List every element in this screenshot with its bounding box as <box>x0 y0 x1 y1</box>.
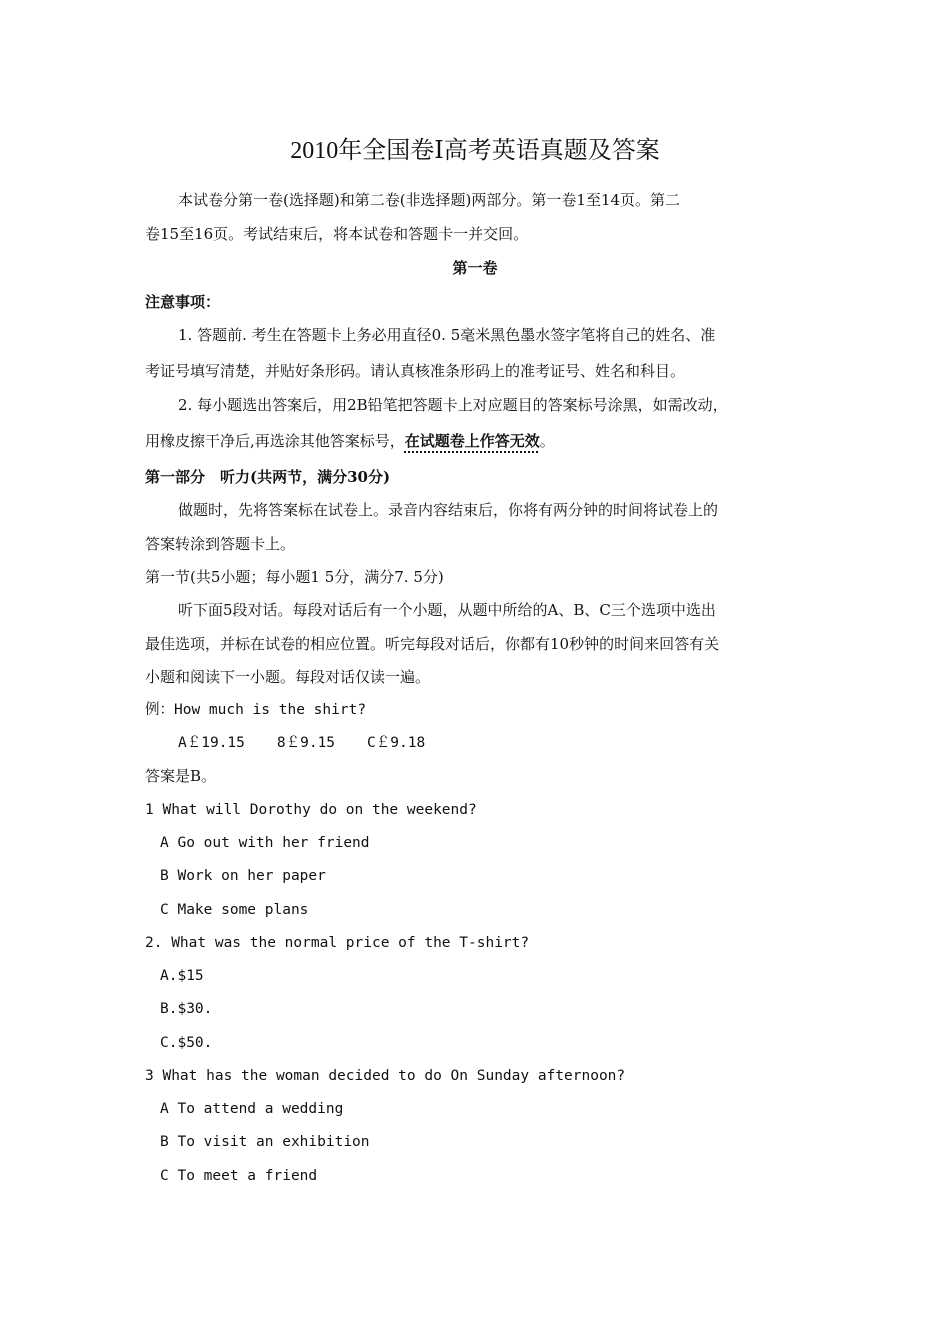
example-answer: 答案是B。 <box>145 767 217 785</box>
example-option: 8￡9.15 <box>276 735 336 751</box>
question-2-option-b: B.$30. <box>160 1001 213 1017</box>
page-title: 2010年全国卷Ⅰ高考英语真题及答案 <box>290 138 660 164</box>
part-1-heading: 第一部分 听力(共两节，满分30分) <box>145 468 391 486</box>
example-option: C￡9.18 <box>367 735 426 751</box>
note-2-prefix: 用橡皮擦干净后,再选涂其他答案标号， <box>145 432 405 450</box>
question-1: 1 What will Dorothy do on the weekend? <box>145 802 477 818</box>
note-2-suffix: 。 <box>539 432 555 450</box>
example-question: 例：How much is the shirt? <box>145 702 367 718</box>
intro-line-1: 本试卷分第一卷(选择题)和第二卷(非选择题)两部分。第一卷1至14页。第二 <box>178 191 681 209</box>
section-1-heading: 第一节(共5小题；每小题1 5分，满分7. 5分) <box>145 568 444 586</box>
question-3-option-a: A To attend a wedding <box>160 1101 344 1117</box>
question-3-option-b: B To visit an exhibition <box>160 1134 370 1150</box>
note-2-emphasis: 在试题卷上作答无效 <box>404 432 540 450</box>
note-1-line-2: 考证号填写清楚，并贴好条形码。请认真核准条形码上的准考证号、姓名和科目。 <box>145 362 686 380</box>
question-3-option-c: C To meet a friend <box>160 1168 318 1184</box>
volume-heading: 第一卷 <box>452 259 498 277</box>
example-option: A￡19.15 <box>178 735 245 751</box>
note-2-line-2 <box>145 431 555 451</box>
example-options <box>178 733 457 753</box>
part-1-instruction-line-1: 做题时，先将答案标在试卷上。录音内容结束后，你将有两分钟的时间将试卷上的 <box>178 501 719 519</box>
question-2: 2. What was the normal price of the T-shirt? <box>145 935 530 951</box>
question-1-option-a: A Go out with her friend <box>160 835 370 851</box>
question-1-option-b: B Work on her paper <box>160 868 326 884</box>
section-1-line-3: 小题和阅读下一小题。每段对话仅读一遍。 <box>145 668 431 686</box>
section-1-line-1: 听下面5段对话。每段对话后有一个小题，从题中所给的A、B、C三个选项中选出 <box>178 601 716 619</box>
question-1-option-c: C Make some plans <box>160 902 309 918</box>
intro-line-2: 卷15至16页。考试结束后，将本试卷和答题卡一并交回。 <box>145 225 529 243</box>
question-3: 3 What has the woman decided to do On Sunday afternoon? <box>145 1068 626 1084</box>
question-2-option-a: A.$15 <box>160 968 204 984</box>
note-2-line-1: 2. 每小题选出答案后，用2B铅笔把答题卡上对应题目的答案标号涂黑，如需改动， <box>178 396 728 414</box>
note-1-line-1: 1. 答题前. 考生在答题卡上务必用直径0. 5毫米黑色墨水签字笔将自己的姓名、准 <box>178 326 716 344</box>
question-2-option-c: C.$50. <box>160 1035 213 1051</box>
part-1-instruction-line-2: 答案转涂到答题卡上。 <box>145 535 296 553</box>
section-1-line-2: 最佳选项，并标在试卷的相应位置。听完每段对话后，你都有10秒钟的时间来回答有关 <box>145 635 720 653</box>
notes-heading: 注意事项： <box>145 293 221 311</box>
